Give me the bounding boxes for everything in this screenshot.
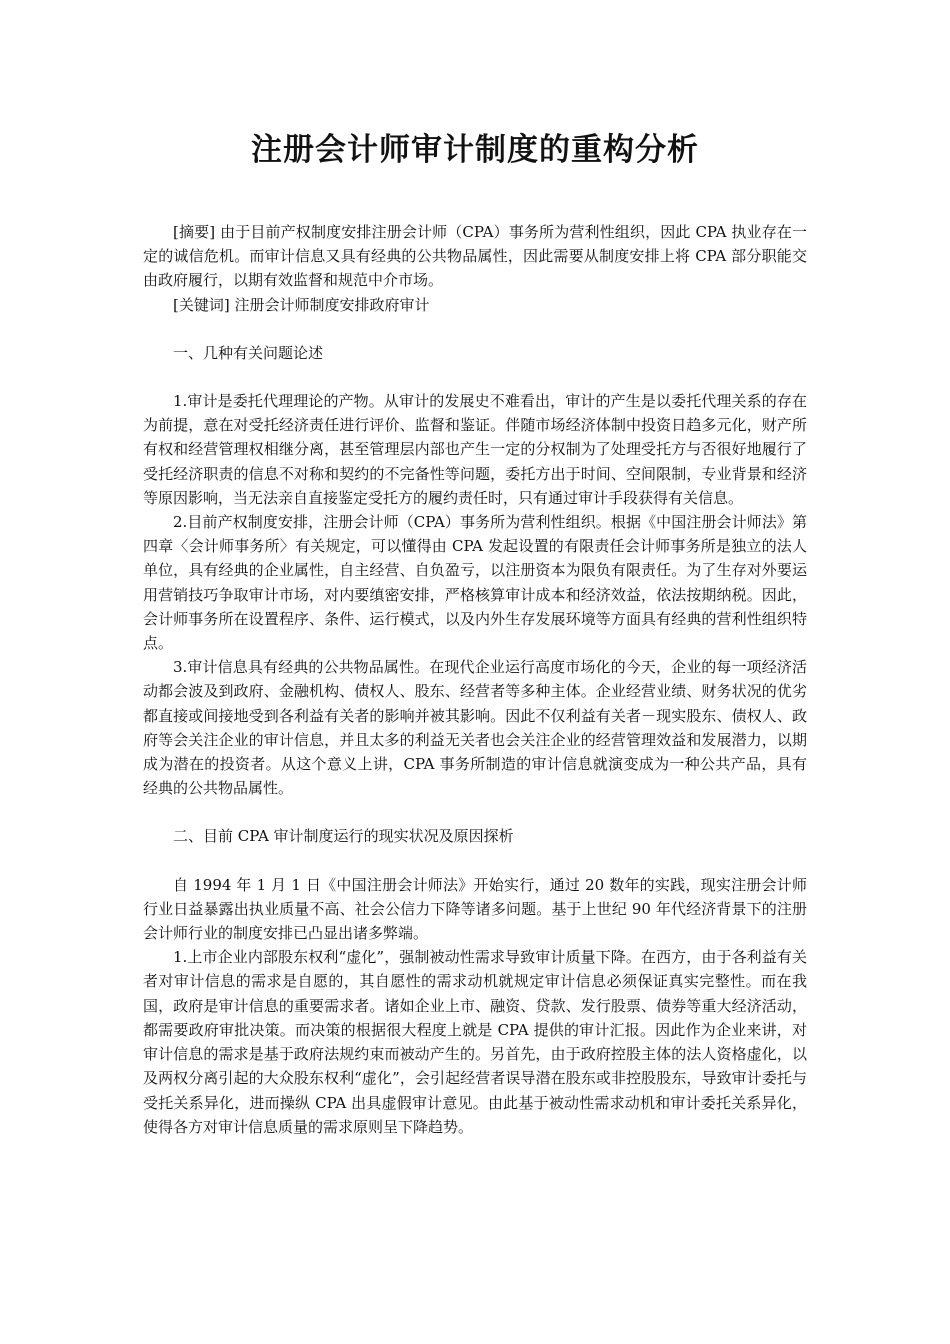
spacer bbox=[143, 800, 807, 824]
spacer bbox=[143, 365, 807, 389]
document-title: 注册会计师审计制度的重构分析 bbox=[251, 132, 699, 168]
section-2-paragraph-2: 1.上市企业内部股东权利“虚化”，强制被动性需求导致审计质量下降。在西方，由于各利益有关者对审计信息的需求是自愿的，其自愿性的需求动机就规定审计信息必须保证真实完整性。而在我国，政府是审计信息的重要需求者。诸如企业上市、融资、贷款、发行股票、债券等重大经济活动，都需要政府审批决策。而决策的根据很大程度上就是 CPA 提供的审计汇报。因此作为企业来讲，对审计信息的需求是基于政府法规约束而被动产生的。另首先，由于政府控股主体的法人资格虚化，以及两权分离引起的大众股东权利“虚化”，会引起经营者误导潜在股东或非控股股东，导致审计委托与受托关系异化，进而操纵 CPA 出具虚假审计意见。由此基于被动性需求动机和审计委托关系异化，使得各方对审计信息质量的需求原则呈下降趋势。 bbox=[143, 948, 807, 1136]
section-1-paragraph-3: 3.审计信息具有经典的公共物品属性。在现代企业运行高度市场化的今天，企业的每一项经济活动都会波及到政府、金融机构、债权人、股东、经营者等多种主体。企业经营业绩、财务状况的优劣都直接或间接地受到各利益有关者的影响并被其影响。因此不仅利益有关者－现实股东、债权人、政府等会关注企业的审计信息，并且太多的利益无关者也会关注企业的经营管理效益和发展潜力，以期成为潜在的投资者。从这个意义上讲，CPA 事务所制造的审计信息就演变成为一种公共产品，具有经典的公共物品属性。 bbox=[143, 658, 807, 798]
section-2-paragraph-1: 自 1994 年 1 月 1 日《中国注册会计师法》开始实行，通过 20 数年的实践，现实注册会计师行业日益暴露出执业质量不高、社会公信力下降等诸多问题。基于上世纪 90 年代经济背景下的注册会计师行业的制度安排已凸显出诸多弊端。 bbox=[143, 875, 807, 943]
spacer bbox=[143, 317, 807, 341]
section-2-heading: 二、目前 CPA 审计制度运行的现实状况及原因探析 bbox=[173, 827, 514, 846]
section-1-paragraph-2: 2.目前产权制度安排，注册会计师（CPA）事务所为营利性组织。根据《中国注册会计师法》第四章〈会计师事务所〉有关规定，可以懂得由 CPA 发起设置的有限责任会计师事务所是独立的法人单位，具有经典的企业属性，自主经营、自负盈亏，以注册资本为限负有限责任。为了生存对外要运用营销技巧争取审计市场，对内要缜密安排，严格核算审计成本和经济效益，依法按期纳税。因此，会计师事务所在设置程序、条件、运行模式，以及内外生存发展环境等方面具有经典的营利性组织特点。 bbox=[143, 513, 807, 653]
keywords-paragraph: [关键词] 注册会计师制度安排政府审计 bbox=[173, 295, 430, 314]
section-1-paragraph-1: 1.审计是委托代理理论的产物。从审计的发展史不难看出，审计的产生是以委托代理关系的存在为前提，意在对受托经济责任进行评价、监督和鉴证。伴随市场经济体制中投资日趋多元化，财产所有权和经营管理权相继分离，甚至管理层内部也产生一定的分权制为了处理受托方与否很好地履行了受托经济职责的信息不对称和契约的不完备性等问题，委托方出于时间、空间限制，专业背景和经济等原因影响，当无法亲自直接鉴定受托方的履约责任时，只有通过审计手段获得有关信息。 bbox=[143, 392, 807, 507]
abstract-paragraph: [摘要] 由于目前产权制度安排注册会计师（CPA）事务所为营利性组织，因此 CPA 执业存在一定的诚信危机。而审计信息又具有经典的公共物品属性，因此需要从制度安排上将 CPA 部分职能交由政府履行，以期有效监督和规范中介市场。 bbox=[143, 223, 807, 290]
document-page bbox=[143, 0, 807, 1139]
spacer bbox=[143, 849, 807, 873]
section-1-heading: 一、几种有关问题论述 bbox=[173, 343, 324, 362]
